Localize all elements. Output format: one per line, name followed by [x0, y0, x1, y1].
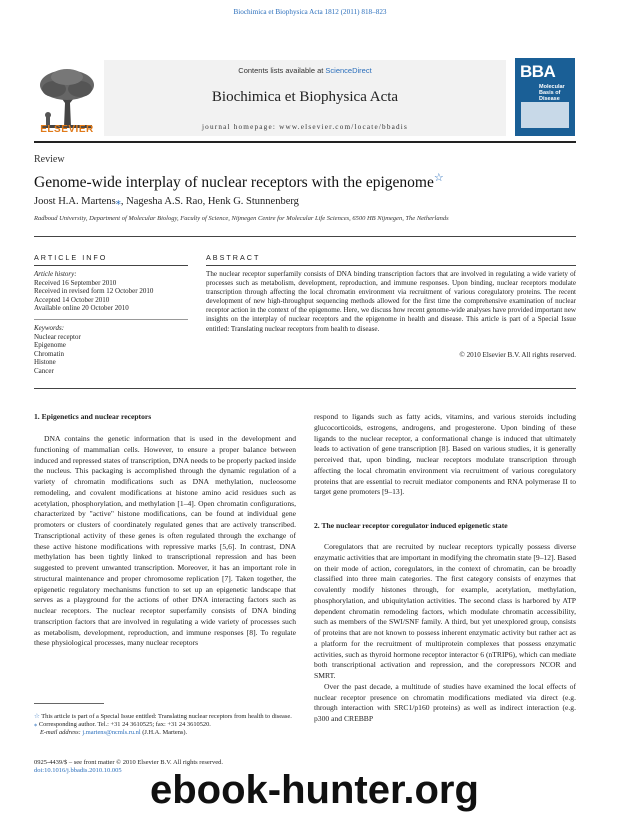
journal-cover-image: [515, 58, 575, 136]
email-suffix: (J.H.A. Martens).: [142, 729, 188, 736]
corresponding-author-mark[interactable]: ⁎: [115, 196, 121, 207]
title-footnote: [34, 713, 296, 721]
section-2-paragraph: Coregulators that are recruited by nuclear receptors typically possess diverse enzymatic activities that are important in modifying the chromatin state [9–12]. Based on their mode of action, coregulators, in the context of chromatin, can be broadly classified into three main categories. The first category consists of enzymes that covalently modify histones through, for example, acetylation, methylation, phosphorylation, and ubiquitylation activities. The second class is harbored by ATP dependent chromatin remodeling factors, which modulate chromatin accessibility, such as members of the SWI/SNF family. A third, but yet unexplored group, consists of proteins that are not known to possess inherent enzymatic activity but rather act as a platform for the recruitment of multiprotein complexes that possess enzymatic activities, such as thyroid hormone receptor interactor 6 (nTRIP6), which can mediate both transcriptional activation and repression, and the corepressors NCOR and SMRT.: [314, 542, 576, 680]
journal-reference[interactable]: Biochimica et Biophysica Acta 1812 (2011) 818–823: [233, 8, 387, 16]
section-1-continuation: respond to ligands such as fatty acids, vitamins, and various steroids including glucocorticoids, estrogens, androgens, and progesterone. Upon binding of these ligands to the nuclear receptor, a conformational change is induced that ultimately leads to activation of gene transcription [8]. Based on various studies, it is generally perceived that, upon binding, nuclear receptors modulate transcription through affecting the local chromatin environment via recruitment of various coregulatory proteins that are essential to recruit mediator components and RNA polymerase II to target gene promoters [9–13].: [314, 412, 576, 497]
section-1-paragraph: DNA contains the genetic information that is used in the development and functioning of mammalian cells. However, to ensure a proper balance between induced and repressed states of transcription, DNA needs to be properly packed inside the nucleus. This packaging is accomplished through the dynamic regulation of a variety of chromatin modifications such as DNA methylation, nucleosome remodeling, and covalent modifications at histone amino acid residues such as acetylation, phosphorylation, and methylation [1–4]. Open chromatin configurations, characterized by "active" histone modifications, can be found at individual gene promoters or clusters of coordinately regulated genes that are actively transcribed. Transcriptional activity of these genes is often regulated through the exchange of these active histone modifications with repressive marks [5,6]. In contrast, DNA methylation has been tightly linked to transcriptional repression and has been suggested to prevent unwanted transcription. Moreover, it has an important role in structural maintenance and proper chromosome replication [7]. Taken together, the epigenetic regulatory mechanisms function to set up an epigenetic landscape that serves as a playground for the actions of other DNA interacting factors such as nuclear receptors. The nuclear receptor superfamily consists of DNA binding transcription factors that are involved in regulating a wide variety of processes such as metabolism, development, reproduction, and immune responses [8]. To regulate these physiological processes, many nuclear receptors: [34, 434, 296, 648]
section-2-heading: 2. The nuclear receptor coregulator induced epigenetic state: [314, 521, 508, 530]
history-item: Received in revised form 12 October 2010: [34, 287, 154, 296]
title-footnote-text: This article is part of a Special Issue entitled: Translating nuclear receptors from health to disease.: [41, 713, 292, 720]
author-others: , Nagesha A.S. Rao, Henk G. Stunnenberg: [120, 196, 299, 207]
footnote-asterisk: ⁎: [34, 721, 38, 728]
homepage-url[interactable]: www.elsevier.com/locate/bbadis: [279, 123, 409, 131]
corresponding-footnote: [34, 721, 296, 729]
keywords-label: Keywords:: [34, 324, 65, 332]
article-history: [34, 270, 194, 313]
corresponding-author-text: Corresponding author. Tel.: +31 24 3610525; fax: +31 24 3610520.: [38, 721, 211, 728]
history-item: Accepted 14 October 2010: [34, 295, 110, 304]
journal-title: Biochimica et Biophysica Acta: [211, 89, 399, 105]
keyword: Epigenome: [34, 341, 66, 350]
header-rule: [34, 141, 576, 143]
history-item: Available online 20 October 2010: [34, 304, 129, 313]
keywords-block: [34, 324, 194, 376]
section-2-paragraph: Over the past decade, a multitude of studies have examined the local effects of nuclear receptor presence on chromatin modifications mediated via direct (e.g. through interaction with SRC1/p160 proteins) as well as indirect interaction (e.g. p300 and CREBBP: [314, 681, 576, 723]
section-1-heading: 1. Epigenetics and nuclear receptors: [34, 412, 152, 421]
article-title: [34, 171, 444, 192]
footnote-rule: [34, 703, 104, 704]
right-column: [314, 412, 576, 498]
elsevier-logo-text: ELSEVIER: [40, 124, 94, 135]
affiliation: Radboud University, Department of Molecular Biology, Faculty of Science, Nijmegen Centre for Molecular Life Sciences, 6500 HB Nijmegen, The Netherlands: [34, 215, 449, 222]
contents-prefix: Contents lists available at: [238, 66, 326, 75]
article-type: Review: [34, 154, 65, 165]
contents-availability: [104, 66, 506, 75]
front-matter-text: 0925-4439/$ – see front matter © 2010 Elsevier B.V. All rights reserved.: [34, 759, 223, 766]
article-title-text: Genome-wide interplay of nuclear receptors with the epigenome: [34, 174, 434, 192]
keywords-rule: [34, 319, 188, 320]
abstract-copyright: © 2010 Elsevier B.V. All rights reserved.: [459, 351, 576, 359]
info-top-rule: [34, 236, 576, 237]
left-column: [34, 434, 296, 649]
cover-subtitle: Molecular Basis of Disease: [539, 84, 565, 102]
author-list: [34, 195, 299, 207]
abstract-rule: [206, 265, 576, 266]
keyword: Nuclear receptor: [34, 332, 81, 341]
email-label: E-mail address:: [40, 729, 81, 736]
author-email-link[interactable]: j.martens@ncmls.ru.nl: [82, 729, 141, 736]
footnotes: [34, 713, 296, 737]
abstract-heading: ABSTRACT: [206, 253, 261, 262]
footnote-star: ☆: [34, 713, 40, 720]
title-footnote-mark[interactable]: ☆: [433, 172, 444, 184]
journal-homepage: [104, 123, 506, 131]
section-2-body: [314, 542, 576, 725]
body-top-rule: [34, 388, 576, 389]
sciencedirect-link[interactable]: ScienceDirect: [325, 66, 372, 75]
abstract-text: The nuclear receptor superfamily consists of DNA binding transcription factors that are involved in regulating a wide variety of processes such as metabolism, development, reproduction, and immune responses. Upon binding, nuclear receptors modulate transcription through affecting the local chromatin environment via recruitment of various coregulatory proteins. The recent development of new high-throughput sequencing methods allowed for the first time the comprehensive examination of nuclear receptor action in the context of the epigenome. Here, we discuss how recent genome-wide analyses have provided important new insights on the interplay of nuclear receptors and the epigenome in health and disease. This article is part of a Special Issue entitled: Translating nuclear receptors from health to disease.: [206, 270, 576, 333]
keyword: Histone: [34, 358, 56, 367]
keyword: Chromatin: [34, 349, 64, 358]
history-item: Received 16 September 2010: [34, 278, 117, 287]
homepage-prefix: journal homepage:: [201, 123, 280, 131]
article-info-heading: ARTICLE INFO: [34, 253, 108, 262]
watermark: ebook-hunter.org: [150, 768, 479, 812]
cover-figure: [521, 102, 569, 128]
author-martens: Joost H.A. Martens: [34, 196, 116, 207]
doi-link[interactable]: doi:10.1016/j.bbadis.2010.10.005: [34, 767, 122, 774]
keyword: Cancer: [34, 366, 54, 375]
history-label: Article history:: [34, 270, 77, 278]
cover-bba: BBA: [520, 62, 556, 81]
article-info-rule: [34, 265, 188, 266]
email-footnote: [34, 729, 296, 737]
